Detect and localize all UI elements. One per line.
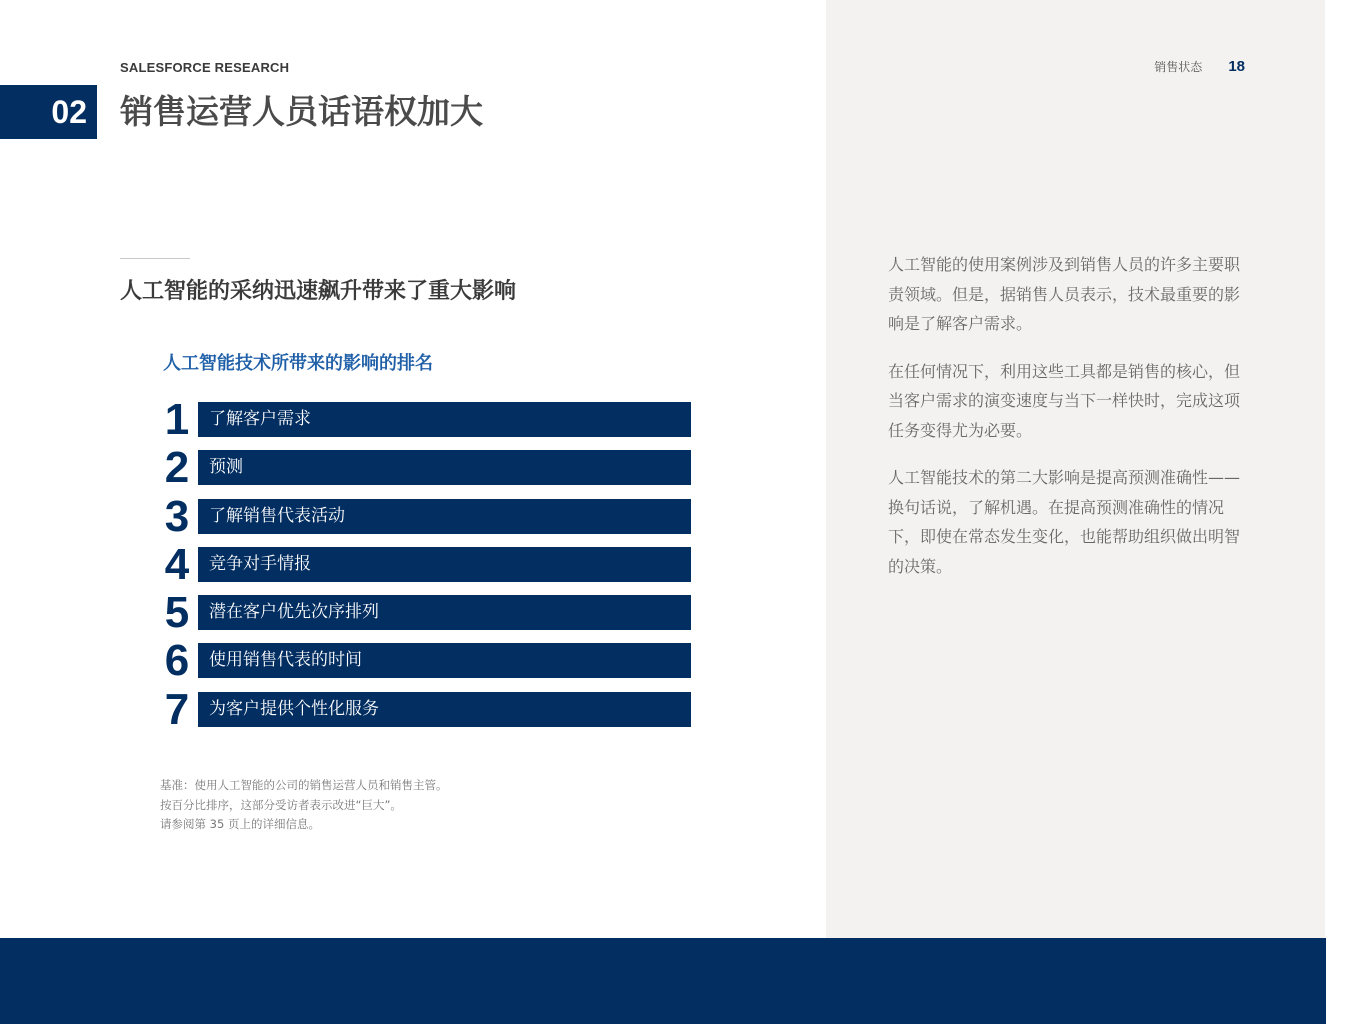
body-paragraph: 人工智能的使用案例涉及到销售人员的许多主要职责领域。但是，据销售人员表示，技术最重要的影响是了解客户需求。 [888,255,1241,333]
footnote [160,776,448,835]
ranking-list [160,395,691,740]
rank-number: 5 [164,588,190,638]
ranking-title: 人工智能技术所带来的影响的排名 [163,353,433,374]
rank-bar: 为客户提供个性化服务 [198,692,691,727]
ranking-item [160,539,691,589]
rank-bar: 竞争对手情报 [198,547,691,582]
ranking-item [160,636,691,686]
bottom-band [0,938,1326,1024]
rank-number: 6 [164,636,190,686]
sidebar-body-copy [888,250,1248,599]
rank-bar: 使用销售代表的时间 [198,643,691,678]
page-number: 18 [1228,58,1245,75]
rank-bar: 预测 [198,450,691,485]
footnote-line: 基准：使用人工智能的公司的销售运营人员和销售主管。 [160,778,448,792]
divider [120,258,190,259]
ranking-item [160,395,691,444]
brand-label: SALESFORCE RESEARCH [120,60,290,75]
section-title: 销售运营人员话语权加大 [120,92,483,131]
rank-bar: 了解销售代表活动 [198,499,691,534]
body-paragraph: 在任何情况下，利用这些工具都是销售的核心，但当客户需求的演变速度与当下一样快时，完成这项任务变得尤为必要。 [888,361,1241,440]
running-header [1154,58,1245,75]
subheading: 人工智能的采纳迅速飙升带来了重大影响 [120,279,517,304]
ranking-item [160,684,691,734]
ranking-item [160,588,691,638]
rank-bar: 了解客户需求 [198,402,691,437]
ranking-item [160,443,691,493]
report-name: 销售状态 [1154,60,1203,74]
section-number-badge: 02 [0,85,97,139]
rank-bar: 潜在客户优先次序排列 [198,595,691,630]
rank-number: 1 [164,395,190,444]
rank-number: 3 [164,491,190,541]
rank-number: 4 [164,539,190,589]
body-paragraph: 人工智能技术的第二大影响是提高预测准确性——换句话说，了解机遇。在提高预测准确性的情况下，即使在常态发生变化，也能帮助组织做出明智的决策。 [888,468,1241,576]
footnote-line: 按百分比排序，这部分受访者表示改进“巨大”。 [160,797,402,812]
ranking-item [160,491,691,541]
rank-number: 7 [164,684,190,734]
footnote-line: 请参阅第 35 页上的详细信息。 [160,817,320,831]
rank-number: 2 [164,443,190,493]
